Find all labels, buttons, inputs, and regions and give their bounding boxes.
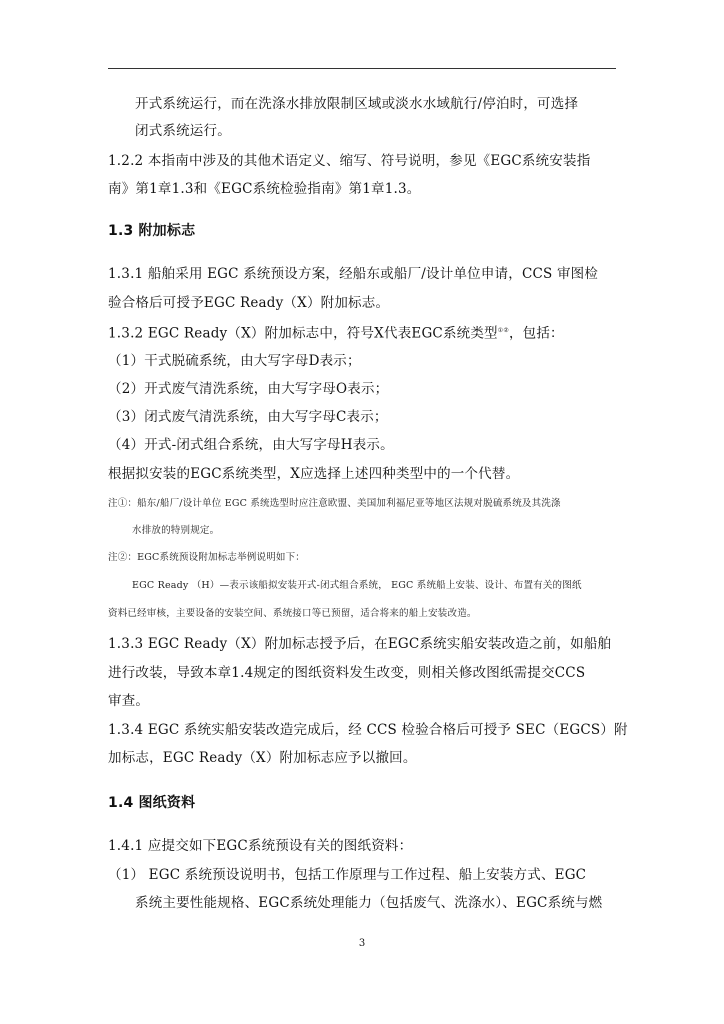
clause-1-3-1: 1.3.1 船舶采用 EGC 系统预设方案，经船东或船厂/设计单位申请，CCS 审图检 [108,266,599,282]
clause-1-3-2 [108,322,564,343]
clause-1-4-1: 1.4.1 应提交如下EGC系统预设有关的图纸资料： [108,838,413,854]
header-rule [108,68,616,69]
paragraph-line: 闭式系统运行。 [135,123,231,139]
clause-1-3-4: 1.3.4 EGC 系统实船安装改造完成后，经 CCS 检验合格后可授予 SEC（EGCS）附 [108,722,628,738]
note-1: 注①：船东/船厂/设计单位 EGC 系统选型时应注意欧盟、美国加利福尼亚等地区法规对脱硫系统及其洗涤 [108,498,561,509]
paragraph-line: 系统主要性能规格、EGC系统处理能力（包括废气、洗涤水）、EGC系统与燃 [135,895,603,911]
paragraph-line: 验合格后可授予EGC Ready（X）附加标志。 [108,295,390,311]
paragraph-line: 加标志，EGC Ready（X）附加标志应予以撤回。 [108,750,417,766]
note-1-cont: 水排放的特别规定。 [132,525,220,536]
section-heading-1-4: 1.4 图纸资料 [108,795,196,811]
list-item-1: （1） EGC 系统预设说明书，包括工作原理与工作过程、船上安装方式、EGC [108,867,587,883]
list-item-3: （3）闭式废气清洗系统，由大写字母C表示； [108,409,388,425]
footnote-markers: ①② [497,327,509,334]
clause-1-2-2: 1.2.2 本指南中涉及的其他术语定义、缩写、符号说明，参见《EGC系统安装指 [108,153,591,169]
paragraph-line: 根据拟安装的EGC系统类型，X应选择上述四种类型中的一个代替。 [108,466,520,482]
list-item-4: （4）开式-闭式组合系统，由大写字母H表示。 [108,437,394,453]
section-heading-1-3: 1.3 附加标志 [108,223,196,239]
note-2: 注②：EGC系统预设附加标志举例说明如下： [108,552,305,563]
page-number: 3 [358,938,366,949]
note-2-example: EGC Ready （H）—表示该船拟安装开式-闭式组合系统， EGC 系统船上安装、设计、布置有关的图纸 [132,580,582,591]
clause-text-tail: ，包括： [508,325,564,342]
paragraph-line: 审查。 [108,693,150,709]
paragraph-line: 开式系统运行，而在洗涤水排放限制区域或淡水水域航行/停泊时，可选择 [135,96,579,112]
paragraph-line: 南》第1章1.3和《EGC系统检验指南》第1章1.3。 [108,181,421,197]
clause-text: 1.3.2 EGC Ready（X）附加标志中，符号X代表EGC系统类型 [108,325,498,342]
note-2-cont: 资料已经审核，主要设备的安装空间、系统接口等已预留，适合将来的船上安装改造。 [108,608,477,619]
paragraph-line: 进行改装，导致本章1.4规定的图纸资料发生改变，则相关修改图纸需提交CCS [108,665,586,681]
list-item-1: （1）干式脱硫系统，由大写字母D表示； [108,353,361,369]
list-item-2: （2）开式废气清洗系统，由大写字母O表示； [108,381,389,397]
clause-1-3-3: 1.3.3 EGC Ready（X）附加标志授予后，在EGC系统实船安装改造之前，如船舶 [108,636,612,652]
